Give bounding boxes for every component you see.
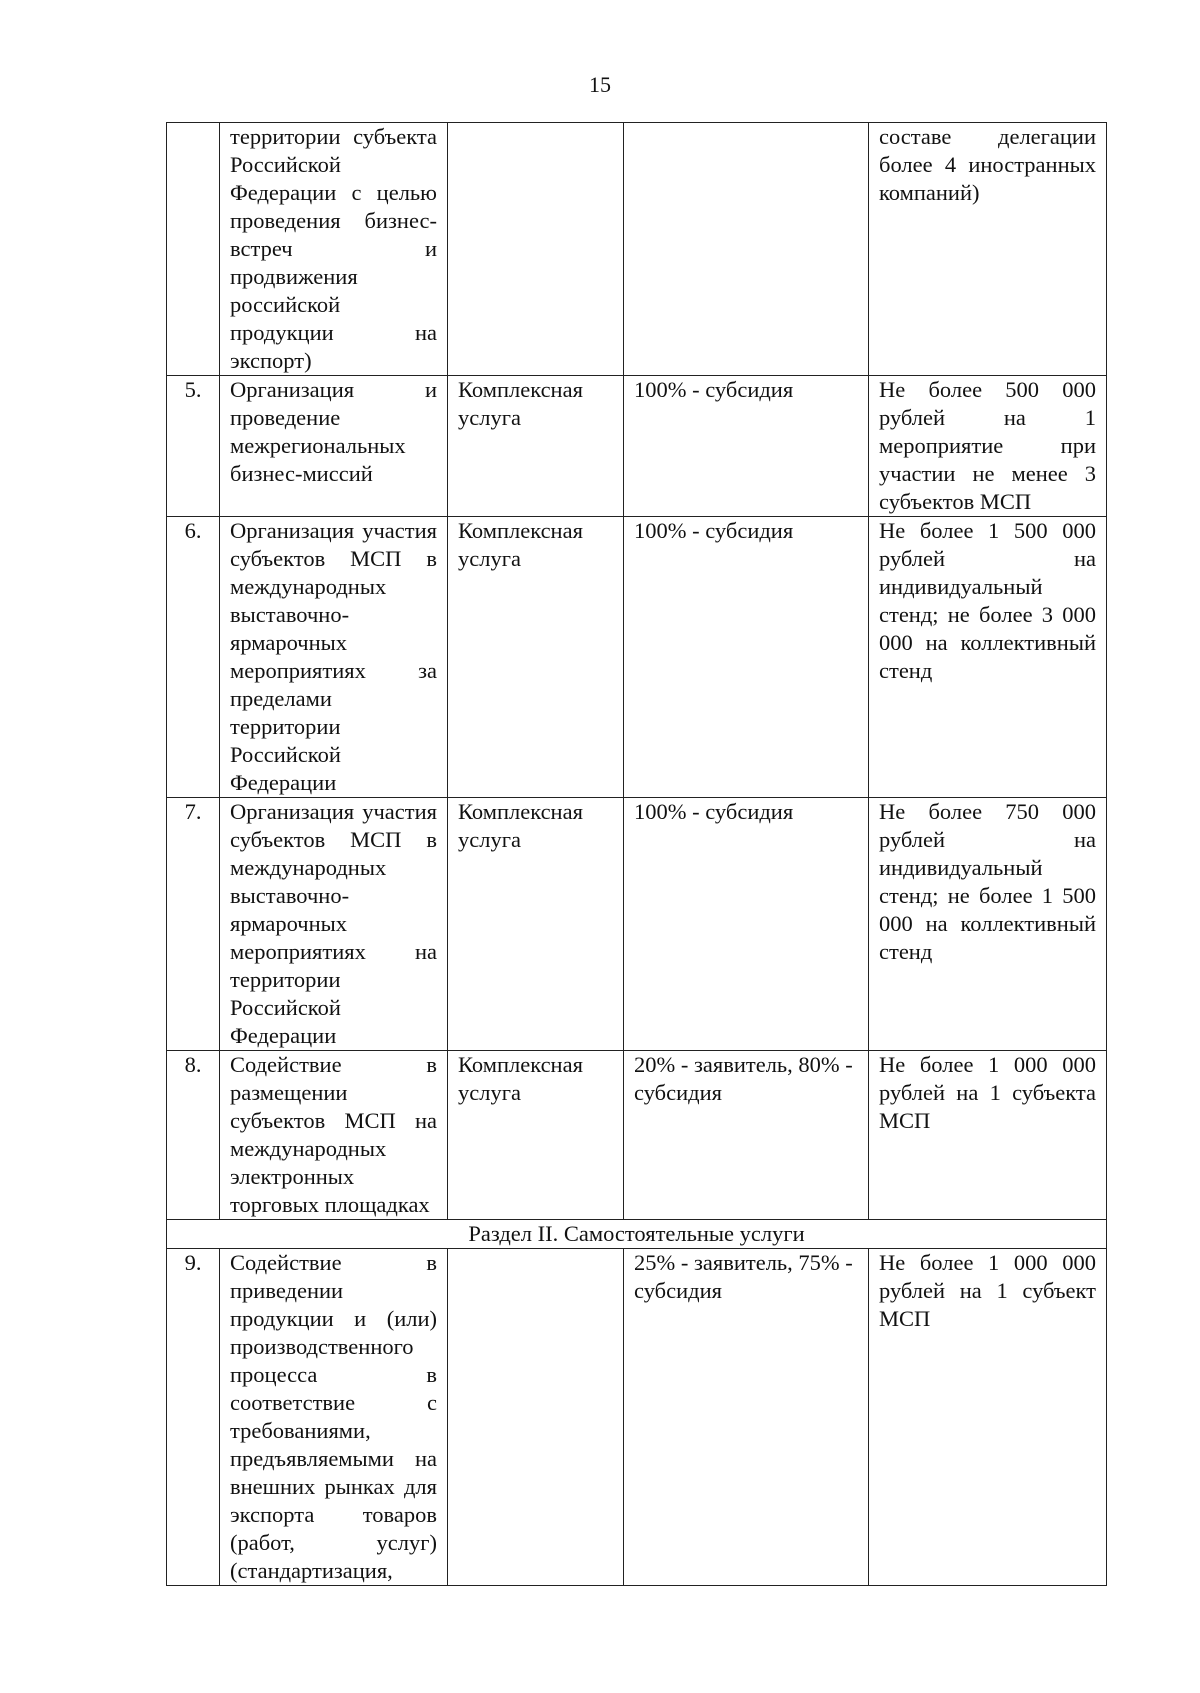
cell-number: 5. xyxy=(167,376,220,517)
table-row xyxy=(167,798,1107,1051)
cell-amount: Не более 1 000 000 рублей на 1 субъекта МСП xyxy=(869,1051,1107,1220)
cell-amount: составе делегации более 4 иностранных компаний) xyxy=(869,123,1107,376)
cell-number: 8. xyxy=(167,1051,220,1220)
cell-amount: Не более 1 000 000 рублей на 1 субъект МСП xyxy=(869,1249,1107,1586)
cell-number: 7. xyxy=(167,798,220,1051)
cell-amount: Не более 1 500 000 рублей на индивидуальный стенд; не более 3 000 000 на коллективный стенд xyxy=(869,517,1107,798)
table-row xyxy=(167,517,1107,798)
cell-number: 6. xyxy=(167,517,220,798)
cell-amount: Не более 500 000 рублей на 1 мероприятие при участии не менее 3 субъектов МСП xyxy=(869,376,1107,517)
cell-service-type: Комплексная услуга xyxy=(448,376,624,517)
cell-service-name: территории субъекта Российской Федерации с целью проведения бизнес-встреч и продвижения российской продукции на экспорт) xyxy=(220,123,448,376)
cell-service-name: Организация участия субъектов МСП в международных выставочно-ярмарочных мероприятиях на территории Российской Федерации xyxy=(220,798,448,1051)
table-row xyxy=(167,376,1107,517)
cell-service-name: Организация и проведение межрегиональных бизнес-миссий xyxy=(220,376,448,517)
cell-service-type: Комплексная услуга xyxy=(448,1051,624,1220)
cell-service-name: Организация участия субъектов МСП в международных выставочно-ярмарочных мероприятиях за пределами территории Российской Федерации xyxy=(220,517,448,798)
services-table xyxy=(166,122,1107,1586)
cell-cofinancing: 100% - субсидия xyxy=(624,798,869,1051)
section-header-row xyxy=(167,1220,1107,1249)
cell-service-name: Содействие в приведении продукции и (или) производственного процесса в соответствие с требованиями, предъявляемыми на внешних рынках для экспорта товаров (работ, услуг) (стандартизация, xyxy=(220,1249,448,1586)
cell-amount: Не более 750 000 рублей на индивидуальный стенд; не более 1 500 000 на коллективный стенд xyxy=(869,798,1107,1051)
cell-number: 9. xyxy=(167,1249,220,1586)
section-title: Раздел II. Самостоятельные услуги xyxy=(167,1220,1107,1249)
cell-cofinancing xyxy=(624,123,869,376)
cell-cofinancing: 25% - заявитель, 75% - субсидия xyxy=(624,1249,869,1586)
cell-cofinancing: 20% - заявитель, 80% - субсидия xyxy=(624,1051,869,1220)
page-number: 15 xyxy=(589,72,611,97)
cell-number xyxy=(167,123,220,376)
cell-service-type: Комплексная услуга xyxy=(448,517,624,798)
cell-cofinancing: 100% - субсидия xyxy=(624,376,869,517)
table-row xyxy=(167,1051,1107,1220)
cell-service-type xyxy=(448,123,624,376)
cell-service-type: Комплексная услуга xyxy=(448,798,624,1051)
cell-cofinancing: 100% - субсидия xyxy=(624,517,869,798)
cell-service-name: Содействие в размещении субъектов МСП на международных электронных торговых площадках xyxy=(220,1051,448,1220)
table-row-continued xyxy=(167,123,1107,376)
table-row xyxy=(167,1249,1107,1586)
cell-service-type xyxy=(448,1249,624,1586)
